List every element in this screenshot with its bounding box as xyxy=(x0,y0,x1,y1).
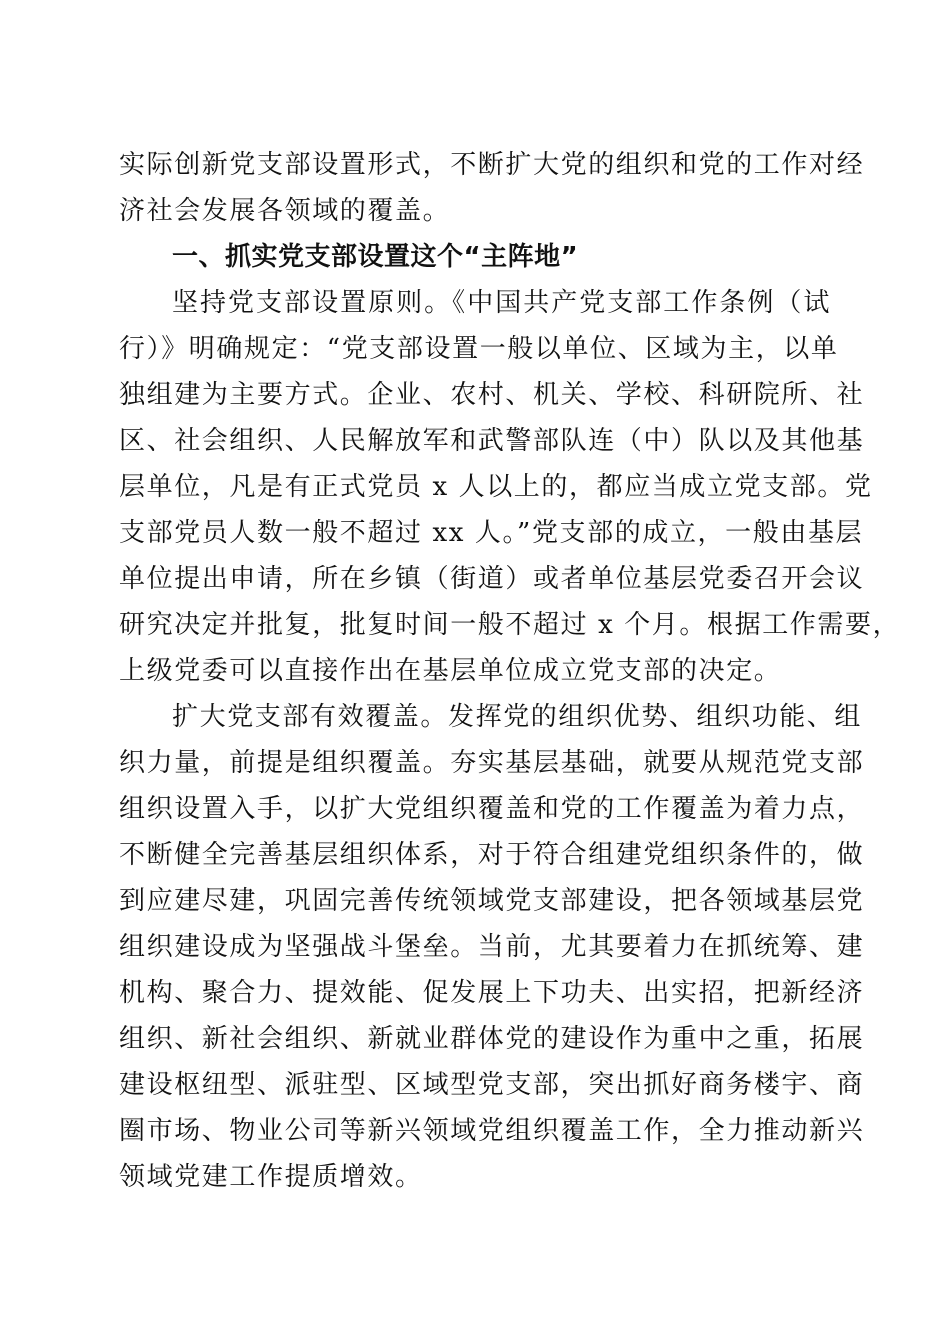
paragraph-line: 研究决定并批复，批复时间一般不超过 x 个月。根据工作需要， xyxy=(119,610,901,640)
paragraph-line: 单位提出申请，所在乡镇（街道）或者单位基层党委召开会议 xyxy=(119,564,865,594)
paragraph-line: 坚持党支部设置原则。《中国共产党支部工作条例（试 xyxy=(172,288,831,318)
paragraph-line: 领域党建工作提质增效。 xyxy=(119,1162,423,1192)
paragraph-line: 实际创新党支部设置形式，不断扩大党的组织和党的工作对经 xyxy=(119,150,865,180)
paragraph-line: 建设枢纽型、派驻型、区域型党支部，突出抓好商务楼宇、商 xyxy=(119,1070,865,1100)
paragraph-line: 圈市场、物业公司等新兴领域党组织覆盖工作，全力推动新兴 xyxy=(119,1116,865,1146)
paragraph-line: 组织建设成为坚强战斗堡垒。当前，尤其要着力在抓统筹、建 xyxy=(119,932,865,962)
paragraph-line: 层单位，凡是有正式党员 x 人以上的，都应当成立党支部。党 xyxy=(119,472,873,502)
paragraph-line: 上级党委可以直接作出在基层单位成立党支部的决定。 xyxy=(119,656,782,686)
section-heading: 一、抓实党支部设置这个“主阵地” xyxy=(172,242,579,272)
paragraph-line: 织力量，前提是组织覆盖。夯实基层基础，就要从规范党支部 xyxy=(119,748,865,778)
paragraph-line: 独组建为主要方式。企业、农村、机关、学校、科研院所、社 xyxy=(119,380,865,410)
paragraph-line: 支部党员人数一般不超过 xx 人。”党支部的成立，一般由基层 xyxy=(119,518,864,548)
paragraph-line: 不断健全完善基层组织体系，对于符合组建党组织条件的，做 xyxy=(119,840,865,870)
paragraph-line: 扩大党支部有效覆盖。发挥党的组织优势、组织功能、组 xyxy=(172,702,863,732)
paragraph-line: 行）》明确规定：“党支部设置一般以单位、区域为主，以单 xyxy=(119,334,839,364)
paragraph-line: 济社会发展各领域的覆盖。 xyxy=(119,196,451,226)
paragraph-line: 区、社会组织、人民解放军和武警部队连（中）队以及其他基 xyxy=(119,426,865,456)
paragraph-line: 组织、新社会组织、新就业群体党的建设作为重中之重，拓展 xyxy=(119,1024,865,1054)
document-body xyxy=(119,142,901,1200)
paragraph-line: 组织设置入手，以扩大党组织覆盖和党的工作覆盖为着力点， xyxy=(119,794,865,824)
paragraph-line: 到应建尽建，巩固完善传统领域党支部建设，把各领域基层党 xyxy=(119,886,865,916)
paragraph-line: 机构、聚合力、提效能、促发展上下功夫、出实招，把新经济 xyxy=(119,978,865,1008)
